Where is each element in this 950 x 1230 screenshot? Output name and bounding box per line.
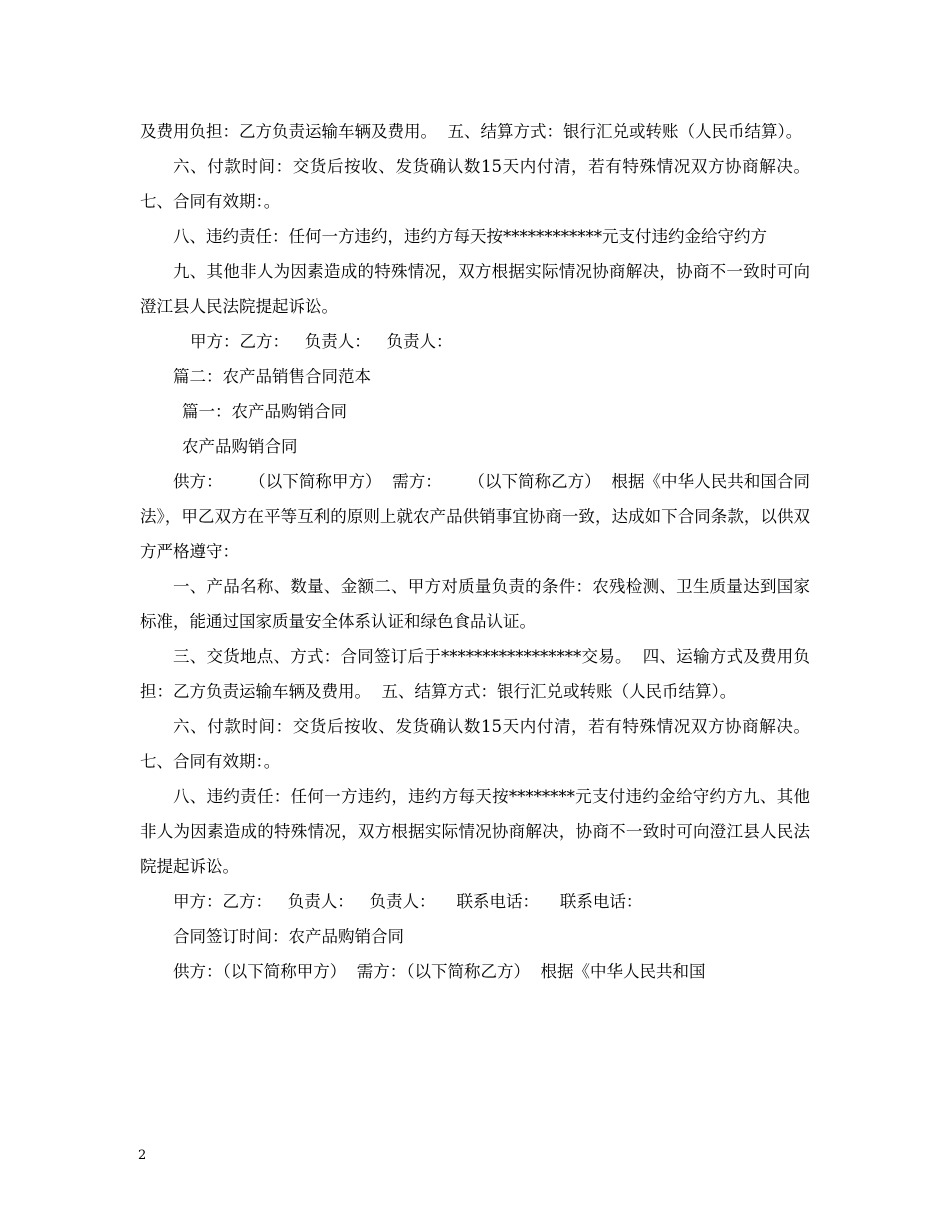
paragraph-breach-dispute: 八、违约责任：任何一方违约，违约方每天按********元支付违约金给守约方九、其他非人为因素造成的特殊情况，双方根据实际情况协商解决，协商不一致时可向澄江县人民法院提起诉讼。 [140, 787, 810, 876]
paragraph-product-quality: 一、产品名称、数量、金额二、甲方对质量负责的条件：农残检测、卫生质量达到国家标准，能通过国家质量安全体系认证和绿色食品认证。 [140, 577, 810, 631]
signature-line: 甲方：乙方： 负责人： 负责人： [190, 332, 453, 351]
paragraph-transport-settlement: 及费用负担：乙方负责运输车辆及费用。 五、结算方式：银行汇兑或转账（人民币结算）。 [140, 122, 803, 141]
document-body [140, 114, 821, 989]
section-heading-part-one: 篇一：农产品购销合同 [182, 402, 347, 421]
paragraph-delivery-transport: 三、交货地点、方式：合同签订后于*****************交易。 四、运输方式及费用负担：乙方负责运输车辆及费用。 五、结算方式：银行汇兑或转账（人民币结算）。 [140, 647, 810, 701]
paragraph-breach-liability: 八、违约责任：任何一方违约，违约方每天按************元支付违约金给守约方 [173, 227, 767, 246]
signature-contact-line: 甲方：乙方： 负责人： 负责人： 联系电话： 联系电话： [173, 892, 643, 911]
contract-title: 农产品购销合同 [182, 437, 298, 456]
section-heading-part-two: 篇二：农产品销售合同范本 [173, 367, 371, 386]
paragraph-parties-intro-2: 供方：（以下简称甲方） 需方：（以下简称乙方） 根据《中华人民共和国 [173, 962, 706, 981]
paragraph-dispute-resolution: 九、其他非人为因素造成的特殊情况，双方根据实际情况协商解决，协商不一致时可向澄江县人民法院提起诉讼。 [140, 262, 810, 316]
page-number: 2 [138, 1148, 147, 1163]
signing-date-line: 合同签订时间：农产品购销合同 [173, 927, 404, 946]
paragraph-payment-validity-2: 六、付款时间：交货后按收、发货确认数15天内付清，若有特殊情况双方协商解决。 七、合同有效期：。 [140, 717, 821, 771]
paragraph-parties-intro: 供方： （以下简称甲方） 需方： （以下简称乙方） 根据《中华人民共和国合同法》，甲乙双方在平等互利的原则上就农产品供销事宜协商一致，达成如下合同条款，以供双方严格遵守： [140, 472, 810, 561]
paragraph-payment-validity: 六、付款时间：交货后按收、发货确认数15天内付清，若有特殊情况双方协商解决。 七、合同有效期：。 [140, 157, 821, 211]
